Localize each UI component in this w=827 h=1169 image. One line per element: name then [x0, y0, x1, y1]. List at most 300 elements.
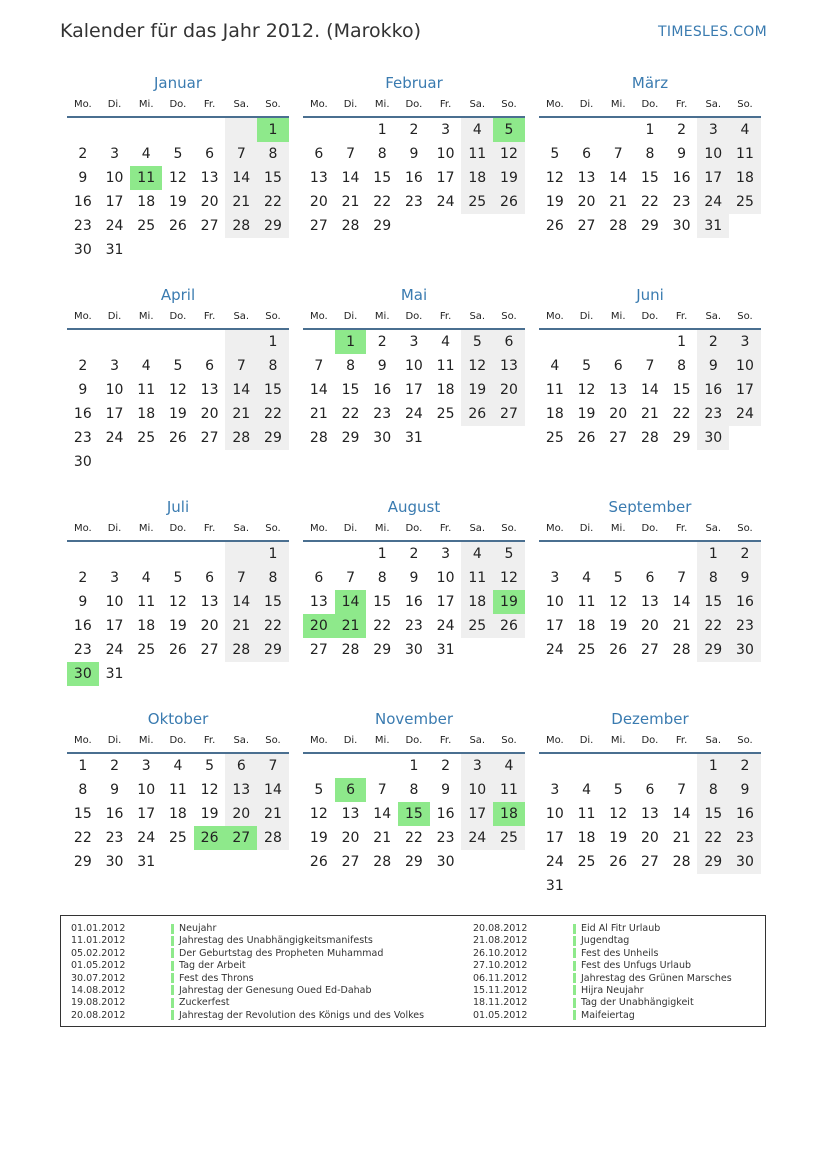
day-cell: 22: [341, 406, 360, 422]
holiday-marker-icon: [573, 985, 576, 995]
day-cell: 24: [461, 826, 493, 850]
day-cell: 6: [205, 358, 215, 374]
month-name: Juli: [166, 498, 190, 516]
day-cell: 23: [73, 642, 92, 658]
day-cell: 10: [729, 354, 761, 378]
day-cell: 9: [677, 146, 687, 162]
weekday-label: Mo.: [73, 523, 92, 534]
day-cell: 7: [346, 146, 355, 162]
weekday-label: Mo.: [545, 311, 564, 322]
day-cell: 17: [697, 166, 729, 190]
month-10: [303, 708, 525, 920]
day-cell: 6: [225, 754, 257, 778]
day-cell: 8: [697, 778, 729, 802]
legend-column-left: [61, 923, 424, 1022]
day-cell: 11: [577, 594, 596, 610]
empty-cell: [130, 118, 162, 142]
day-cell: 14: [309, 382, 328, 398]
weekday-header: [67, 730, 289, 754]
day-cell: 7: [225, 566, 257, 590]
day-cell: 26: [609, 642, 628, 658]
weekday-label: Mi.: [138, 311, 154, 322]
day-cell: 13: [200, 382, 219, 398]
day-cell: 10: [545, 806, 564, 822]
day-cell: 18: [545, 406, 564, 422]
day-cell: 23: [729, 614, 761, 638]
day-cell: 25: [137, 218, 156, 234]
empty-cell: [335, 118, 367, 142]
day-cell: 18: [137, 406, 156, 422]
day-cell: 29: [73, 854, 92, 870]
legend-row: [61, 997, 424, 1009]
day-cell: 14: [373, 806, 392, 822]
month-name: März: [631, 74, 669, 92]
day-cell: 8: [78, 782, 88, 798]
weekday-label: Mo.: [309, 523, 328, 534]
brand-link[interactable]: TIMESLES.COM: [658, 24, 767, 40]
weekday-label: Sa.: [469, 523, 486, 534]
day-cell: 16: [729, 590, 761, 614]
weekday-label: Di.: [579, 735, 594, 746]
day-cell: 21: [672, 830, 691, 846]
day-cell: 16: [729, 802, 761, 826]
empty-cell: [634, 542, 666, 566]
weekday-header: [303, 306, 525, 330]
weekday-label: Sa.: [705, 523, 722, 534]
weekday-label: Sa.: [705, 735, 722, 746]
day-cell: 3: [110, 358, 119, 374]
day-cell: 26: [461, 402, 493, 426]
day-cell: 7: [377, 782, 387, 798]
empty-cell: [571, 118, 603, 142]
day-cell: 24: [105, 218, 124, 234]
day-cell: 18: [137, 618, 156, 634]
day-cell: 1: [677, 334, 687, 350]
day-cell: 27: [609, 430, 628, 446]
day-cell: 29: [341, 430, 360, 446]
day-cell: 26: [545, 218, 564, 234]
legend-date: 11.01.2012: [71, 935, 126, 947]
month-name: August: [387, 498, 441, 516]
empty-cell: [67, 330, 99, 354]
weekday-label: Fr.: [439, 523, 452, 534]
day-cell: 10: [137, 782, 156, 798]
day-cell: 16: [73, 618, 92, 634]
day-cell: 4: [461, 118, 493, 142]
day-cell: 13: [493, 354, 525, 378]
day-cell: 17: [729, 378, 761, 402]
day-cell: 23: [73, 218, 92, 234]
legend-date: 21.08.2012: [473, 935, 528, 947]
weekday-label: Mo.: [309, 311, 328, 322]
empty-cell: [99, 330, 131, 354]
holiday-day-cell: 19: [493, 590, 525, 614]
weekday-label: Mo.: [73, 99, 92, 110]
day-cell: 16: [404, 170, 423, 186]
weekday-label: Di.: [343, 311, 358, 322]
day-cell: 28: [309, 430, 328, 446]
day-cell: 9: [729, 566, 761, 590]
day-cell: 18: [137, 194, 156, 210]
day-cell: 11: [168, 782, 187, 798]
weekday-label: Mi.: [374, 311, 390, 322]
day-cell: 30: [729, 850, 761, 874]
day-cell: 1: [697, 542, 729, 566]
day-cell: 7: [225, 354, 257, 378]
day-cell: 25: [137, 642, 156, 658]
empty-cell: [67, 118, 99, 142]
day-cell: 30: [729, 638, 761, 662]
day-cell: 4: [582, 782, 591, 798]
day-cell: 10: [697, 142, 729, 166]
holiday-day-cell: 30: [67, 662, 99, 686]
legend-holiday-name: Fest des Throns: [179, 972, 254, 984]
day-cell: 4: [729, 118, 761, 142]
legend-row: [463, 997, 732, 1009]
legend-holiday-name: Jahrestag der Revolution des Königs und des Volkes: [179, 1009, 425, 1021]
day-cell: 7: [677, 782, 687, 798]
month-3: [67, 284, 289, 496]
month-7: [303, 496, 525, 708]
weekday-label: Mi.: [610, 735, 626, 746]
empty-cell: [225, 542, 257, 566]
day-cell: 15: [73, 806, 92, 822]
day-cell: 4: [550, 358, 560, 374]
day-cell: 17: [436, 170, 455, 186]
day-cell: 28: [672, 642, 691, 658]
day-cell: 13: [609, 382, 628, 398]
weekday-label: So.: [501, 735, 517, 746]
holiday-day-cell: 6: [335, 778, 367, 802]
day-cell: 12: [493, 142, 525, 166]
month-name: Juni: [636, 286, 664, 304]
day-cell: 28: [225, 426, 257, 450]
weekday-header: [303, 94, 525, 118]
day-cell: 5: [613, 570, 623, 586]
day-cell: 24: [105, 642, 124, 658]
weekday-label: Sa.: [469, 311, 486, 322]
day-cell: 5: [582, 358, 591, 374]
day-cell: 10: [545, 594, 564, 610]
empty-cell: [162, 118, 194, 142]
day-cell: 27: [200, 642, 219, 658]
day-cell: 4: [141, 358, 151, 374]
weekday-label: Sa.: [233, 99, 250, 110]
day-cell: 15: [373, 170, 392, 186]
weekday-label: So.: [737, 311, 753, 322]
empty-cell: [634, 330, 666, 354]
month-4: [303, 284, 525, 496]
holiday-day-cell: 15: [398, 802, 430, 826]
day-cell: 2: [729, 754, 761, 778]
day-cell: 7: [645, 358, 655, 374]
weekday-label: Mi.: [138, 523, 154, 534]
day-cell: 31: [404, 430, 423, 446]
day-cell: 27: [640, 642, 659, 658]
day-cell: 21: [225, 402, 257, 426]
day-cell: 16: [672, 170, 691, 186]
empty-cell: [366, 754, 398, 778]
day-cell: 21: [225, 190, 257, 214]
day-cell: 28: [257, 826, 289, 850]
weekday-label: So.: [265, 735, 281, 746]
day-cell: 11: [493, 778, 525, 802]
weekday-label: Sa.: [233, 311, 250, 322]
legend-row: [61, 973, 424, 985]
day-cell: 27: [577, 218, 596, 234]
month-name: Januar: [154, 74, 202, 92]
day-cell: 4: [141, 570, 151, 586]
weekday-label: Fr.: [203, 99, 216, 110]
weekday-header: [303, 518, 525, 542]
empty-cell: [602, 330, 634, 354]
day-cell: 6: [205, 570, 215, 586]
page-title: Kalender für das Jahr 2012. (Marokko): [60, 20, 422, 42]
day-cell: 12: [309, 806, 328, 822]
day-cell: 6: [613, 358, 623, 374]
day-cell: 16: [73, 194, 92, 210]
day-cell: 16: [404, 594, 423, 610]
weekday-label: Sa.: [705, 311, 722, 322]
empty-cell: [666, 754, 698, 778]
empty-cell: [225, 118, 257, 142]
day-cell: 12: [461, 354, 493, 378]
day-cell: 12: [493, 566, 525, 590]
day-cell: 25: [168, 830, 187, 846]
legend-date: 20.08.2012: [71, 1009, 126, 1021]
day-cell: 30: [672, 218, 691, 234]
day-cell: 23: [373, 406, 392, 422]
day-cell: 19: [309, 830, 328, 846]
month-name: Oktober: [147, 710, 209, 728]
days-grid: [67, 754, 289, 874]
day-cell: 9: [729, 778, 761, 802]
weekday-label: Fr.: [675, 311, 688, 322]
empty-cell: [602, 542, 634, 566]
day-cell: 20: [225, 802, 257, 826]
day-cell: 17: [545, 618, 564, 634]
day-cell: 30: [697, 426, 729, 450]
day-cell: 12: [168, 382, 187, 398]
day-cell: 14: [672, 806, 691, 822]
holiday-day-cell: 1: [335, 330, 367, 354]
day-cell: 3: [409, 334, 419, 350]
day-cell: 26: [168, 430, 187, 446]
day-cell: 19: [168, 406, 187, 422]
day-cell: 22: [697, 826, 729, 850]
day-cell: 13: [341, 806, 360, 822]
day-cell: 10: [105, 382, 124, 398]
day-cell: 29: [373, 642, 392, 658]
legend-holiday-name: Der Geburtstag des Propheten Muhammad: [179, 947, 384, 959]
day-cell: 9: [78, 594, 88, 610]
day-cell: 18: [729, 166, 761, 190]
legend-row: [61, 935, 424, 947]
empty-cell: [539, 754, 571, 778]
legend-date: 30.07.2012: [71, 972, 126, 984]
day-cell: 13: [309, 170, 328, 186]
empty-cell: [602, 754, 634, 778]
day-cell: 5: [613, 782, 623, 798]
day-cell: 24: [545, 854, 564, 870]
days-grid: [539, 118, 761, 238]
month-6: [67, 496, 289, 708]
day-cell: 7: [257, 754, 289, 778]
legend-column-right: [463, 923, 732, 1022]
month-name: Februar: [385, 74, 443, 92]
holiday-day-cell: 21: [335, 614, 367, 638]
empty-cell: [303, 542, 335, 566]
weekday-label: Do.: [169, 311, 187, 322]
weekday-label: Mi.: [610, 523, 626, 534]
day-cell: 23: [404, 618, 423, 634]
day-cell: 3: [441, 122, 451, 138]
day-cell: 24: [105, 430, 124, 446]
day-cell: 9: [409, 570, 419, 586]
weekday-label: Mi.: [138, 99, 154, 110]
month-2: [539, 72, 761, 284]
day-cell: 10: [404, 358, 423, 374]
day-cell: 11: [461, 566, 493, 590]
day-cell: 18: [577, 830, 596, 846]
day-cell: 20: [200, 406, 219, 422]
empty-cell: [67, 542, 99, 566]
day-cell: 20: [640, 830, 659, 846]
day-cell: 13: [200, 594, 219, 610]
day-cell: 24: [545, 642, 564, 658]
day-cell: 1: [257, 330, 289, 354]
day-cell: 26: [609, 854, 628, 870]
holiday-marker-icon: [171, 1010, 174, 1020]
day-cell: 24: [404, 406, 423, 422]
day-cell: 15: [373, 594, 392, 610]
weekday-header: [67, 306, 289, 330]
calendar-grid: [67, 72, 761, 920]
day-cell: 20: [577, 194, 596, 210]
day-cell: 1: [78, 758, 88, 774]
day-cell: 18: [577, 618, 596, 634]
month-name: September: [608, 498, 692, 516]
day-cell: 26: [493, 614, 525, 638]
legend-date: 06.11.2012: [473, 972, 528, 984]
weekday-label: Mo.: [545, 99, 564, 110]
legend-holiday-name: Tag der Unabhängigkeit: [581, 997, 694, 1009]
day-cell: 30: [404, 642, 423, 658]
weekday-label: Di.: [107, 735, 122, 746]
empty-cell: [303, 330, 335, 354]
legend-holiday-name: Jahrestag des Unabhängigkeitsmanifests: [179, 935, 373, 947]
month-name: November: [374, 710, 454, 728]
days-grid: [303, 118, 525, 238]
empty-cell: [99, 118, 131, 142]
day-cell: 3: [461, 754, 493, 778]
empty-cell: [634, 754, 666, 778]
empty-cell: [303, 754, 335, 778]
day-cell: 10: [436, 570, 455, 586]
day-cell: 31: [697, 214, 729, 238]
day-cell: 22: [373, 618, 392, 634]
day-cell: 25: [461, 614, 493, 638]
day-cell: 25: [493, 826, 525, 850]
day-cell: 31: [436, 642, 455, 658]
legend-date: 01.01.2012: [71, 923, 126, 934]
day-cell: 22: [640, 194, 659, 210]
day-cell: 17: [105, 194, 124, 210]
day-cell: 6: [493, 330, 525, 354]
day-cell: 16: [436, 806, 455, 822]
day-cell: 20: [640, 618, 659, 634]
weekday-label: Do.: [169, 735, 187, 746]
day-cell: 28: [225, 214, 257, 238]
weekday-label: Mo.: [545, 735, 564, 746]
weekday-label: Di.: [579, 99, 594, 110]
day-cell: 16: [697, 378, 729, 402]
weekday-label: So.: [501, 99, 517, 110]
day-cell: 8: [346, 358, 355, 374]
day-cell: 31: [105, 242, 124, 258]
legend-date: 01.05.2012: [71, 960, 126, 972]
days-grid: [303, 754, 525, 874]
legend-row: [61, 923, 424, 935]
day-cell: 17: [436, 594, 455, 610]
empty-cell: [303, 118, 335, 142]
holiday-legend: [60, 915, 766, 1027]
weekday-label: Do.: [169, 523, 187, 534]
day-cell: 25: [461, 190, 493, 214]
legend-row: [61, 985, 424, 997]
day-cell: 26: [168, 218, 187, 234]
day-cell: 19: [545, 194, 564, 210]
days-grid: [539, 330, 761, 450]
empty-cell: [571, 330, 603, 354]
day-cell: 17: [404, 382, 423, 398]
day-cell: 21: [609, 194, 628, 210]
day-cell: 15: [697, 590, 729, 614]
day-cell: 19: [493, 166, 525, 190]
day-cell: 2: [110, 758, 119, 774]
empty-cell: [539, 330, 571, 354]
day-cell: 29: [672, 430, 691, 446]
day-cell: 20: [609, 406, 628, 422]
day-cell: 15: [640, 170, 659, 186]
holiday-marker-icon: [171, 924, 174, 934]
weekday-label: Fr.: [439, 311, 452, 322]
day-cell: 24: [729, 402, 761, 426]
legend-row: [463, 985, 732, 997]
day-cell: 3: [550, 570, 560, 586]
weekday-label: Di.: [579, 311, 594, 322]
day-cell: 2: [78, 570, 88, 586]
legend-holiday-name: Fest des Unheils: [581, 947, 659, 959]
weekday-label: Di.: [343, 735, 358, 746]
day-cell: 30: [73, 242, 92, 258]
days-grid: [67, 118, 289, 262]
day-cell: 20: [200, 618, 219, 634]
legend-row: [463, 1010, 732, 1022]
day-cell: 18: [461, 590, 493, 614]
day-cell: 23: [404, 194, 423, 210]
day-cell: 9: [78, 382, 88, 398]
holiday-day-cell: 20: [303, 614, 335, 638]
day-cell: 3: [110, 570, 119, 586]
day-cell: 8: [377, 146, 387, 162]
day-cell: 2: [78, 358, 88, 374]
empty-cell: [666, 542, 698, 566]
weekday-label: So.: [265, 311, 281, 322]
day-cell: 20: [341, 830, 360, 846]
day-cell: 16: [105, 806, 124, 822]
weekday-label: Fr.: [675, 523, 688, 534]
